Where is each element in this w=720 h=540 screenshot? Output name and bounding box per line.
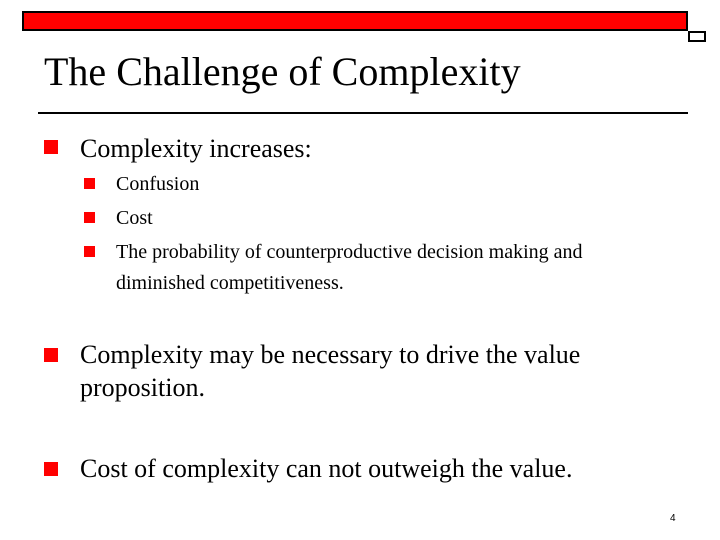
slide-title: The Challenge of Complexity <box>44 49 521 94</box>
bullet-3-text: Cost of complexity can not outweigh the value. <box>80 454 573 483</box>
bullet-1-text: Complexity increases: <box>80 134 312 163</box>
bullet-2-text-line-2: proposition. <box>80 373 205 402</box>
title-underline <box>38 112 688 114</box>
bullet-icon <box>44 140 58 154</box>
sub-bullet-3-text-line-2: diminished competitiveness. <box>116 272 344 294</box>
sub-bullet-3-text-line-1: The probability of counterproductive decision making and <box>116 241 583 263</box>
sub-bullet-1-text: Confusion <box>116 173 200 195</box>
sub-bullet-icon <box>84 178 95 189</box>
sub-bullet-2-text: Cost <box>116 207 153 229</box>
page-number: 4 <box>670 513 676 524</box>
title-accent-bar <box>22 11 688 31</box>
bullet-icon <box>44 348 58 362</box>
sub-bullet-icon <box>84 246 95 257</box>
bullet-icon <box>44 462 58 476</box>
corner-decoration <box>688 31 706 42</box>
sub-bullet-icon <box>84 212 95 223</box>
bullet-2-text-line-1: Complexity may be necessary to drive the value <box>80 340 581 369</box>
